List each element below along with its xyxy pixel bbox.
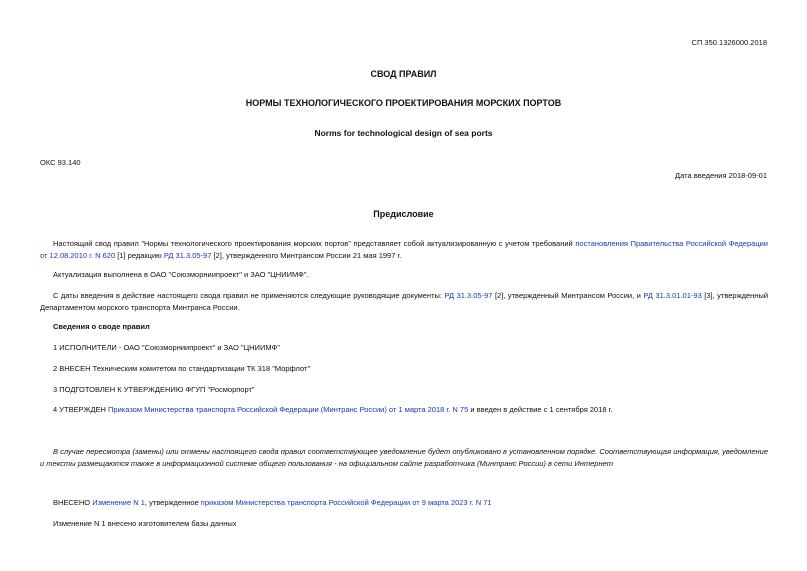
paragraph-text: Настоящий свод правил "Нормы технологического проектирования морских портов" представляет собой актуализированную с учетом требований <box>53 239 576 248</box>
preface-heading: Предисловие <box>373 209 434 219</box>
item-text: и введен в действие с 1 сентября 2018 г. <box>468 405 613 414</box>
amendment-text: ВНЕСЕНО <box>53 498 93 507</box>
revision-notice: В случае пересмотра (замены) или отмены настоящего свода правил соответствующее уведомление будет опубликовано в установленном порядке. Соответствующая информация, уведомление и тексты размещаются также в информационной системе общего пользования - на официальном сайте разработчика (Минтранс России) в сети Интернет <box>40 447 768 468</box>
oks-code: ОКС 93.140 <box>40 158 81 167</box>
paragraph-text: [2], утвержденного Минтрансом России 21 мая 1997 г. <box>211 250 402 260</box>
rd-31-3-05-97-link[interactable]: РД 31.3.05-97 <box>163 250 212 260</box>
amendment-line <box>53 498 492 507</box>
info-item-1: 1 ИСПОЛНИТЕЛИ - ОАО "Союзморниипроект" и ЗАО "ЦНИИМФ" <box>53 343 280 352</box>
government-decree-link[interactable]: постановления Правительства Российской Федерации от 12.08.2010 г. N 620 <box>40 239 769 260</box>
amendment-text: , утвержденное <box>144 498 201 507</box>
preface-paragraph-2: Актуализация выполнена в ОАО "Союзморниипроект" и ЗАО "ЦНИИМФ". <box>53 270 309 279</box>
ministry-order-link[interactable]: Приказом Министерства транспорта Российской Федерации (Минтранс России) от 1 марта 2018 г. N 75 <box>108 405 469 414</box>
paragraph-text: [1] редакцию <box>115 250 164 260</box>
paragraph-text: [3], утвержденный Департаментом морского транспорта Минтранса России. <box>40 291 769 312</box>
preface-paragraph-3 <box>40 290 768 313</box>
info-item-3: 3 ПОДГОТОВЛЕН К УТВЕРЖДЕНИЮ ФГУП "Росморпорт" <box>53 385 255 394</box>
paragraph-text: [2], утвержденный Минтрансом России, и <box>492 291 644 300</box>
rd-31-3-01-01-93-link[interactable]: РД 31.3.01.01-93 <box>643 291 702 300</box>
item-text: 4 УТВЕРЖДЕН <box>53 405 109 414</box>
info-heading: Сведения о своде правил <box>53 322 150 331</box>
document-subtitle-en: Norms for technological design of sea ports <box>314 128 493 138</box>
document-title: СВОД ПРАВИЛ <box>370 69 437 79</box>
paragraph-text: С даты введения в действие настоящего свода правил не применяются следующие руководящие документы: <box>53 291 445 300</box>
info-item-4 <box>53 405 613 414</box>
rd-31-3-05-97-link[interactable]: РД 31.3.05-97 <box>444 291 493 300</box>
intro-date: Дата введения 2018-09-01 <box>675 171 767 180</box>
amendment-1-link[interactable]: Изменение N 1 <box>92 498 145 507</box>
amendment-note: Изменение N 1 внесено изготовителем базы данных <box>53 519 237 528</box>
amendment-order-link[interactable]: приказом Министерства транспорта Российской Федерации от 9 марта 2023 г. N 71 <box>200 498 492 507</box>
info-item-2: 2 ВНЕСЕН Техническим комитетом по стандартизации ТК 318 "Морфлот" <box>53 364 311 373</box>
document-subtitle-ru: НОРМЫ ТЕХНОЛОГИЧЕСКОГО ПРОЕКТИРОВАНИЯ МОРСКИХ ПОРТОВ <box>245 98 562 108</box>
document-code: СП 350.1326000.2018 <box>691 38 767 47</box>
preface-paragraph-1 <box>40 238 768 261</box>
